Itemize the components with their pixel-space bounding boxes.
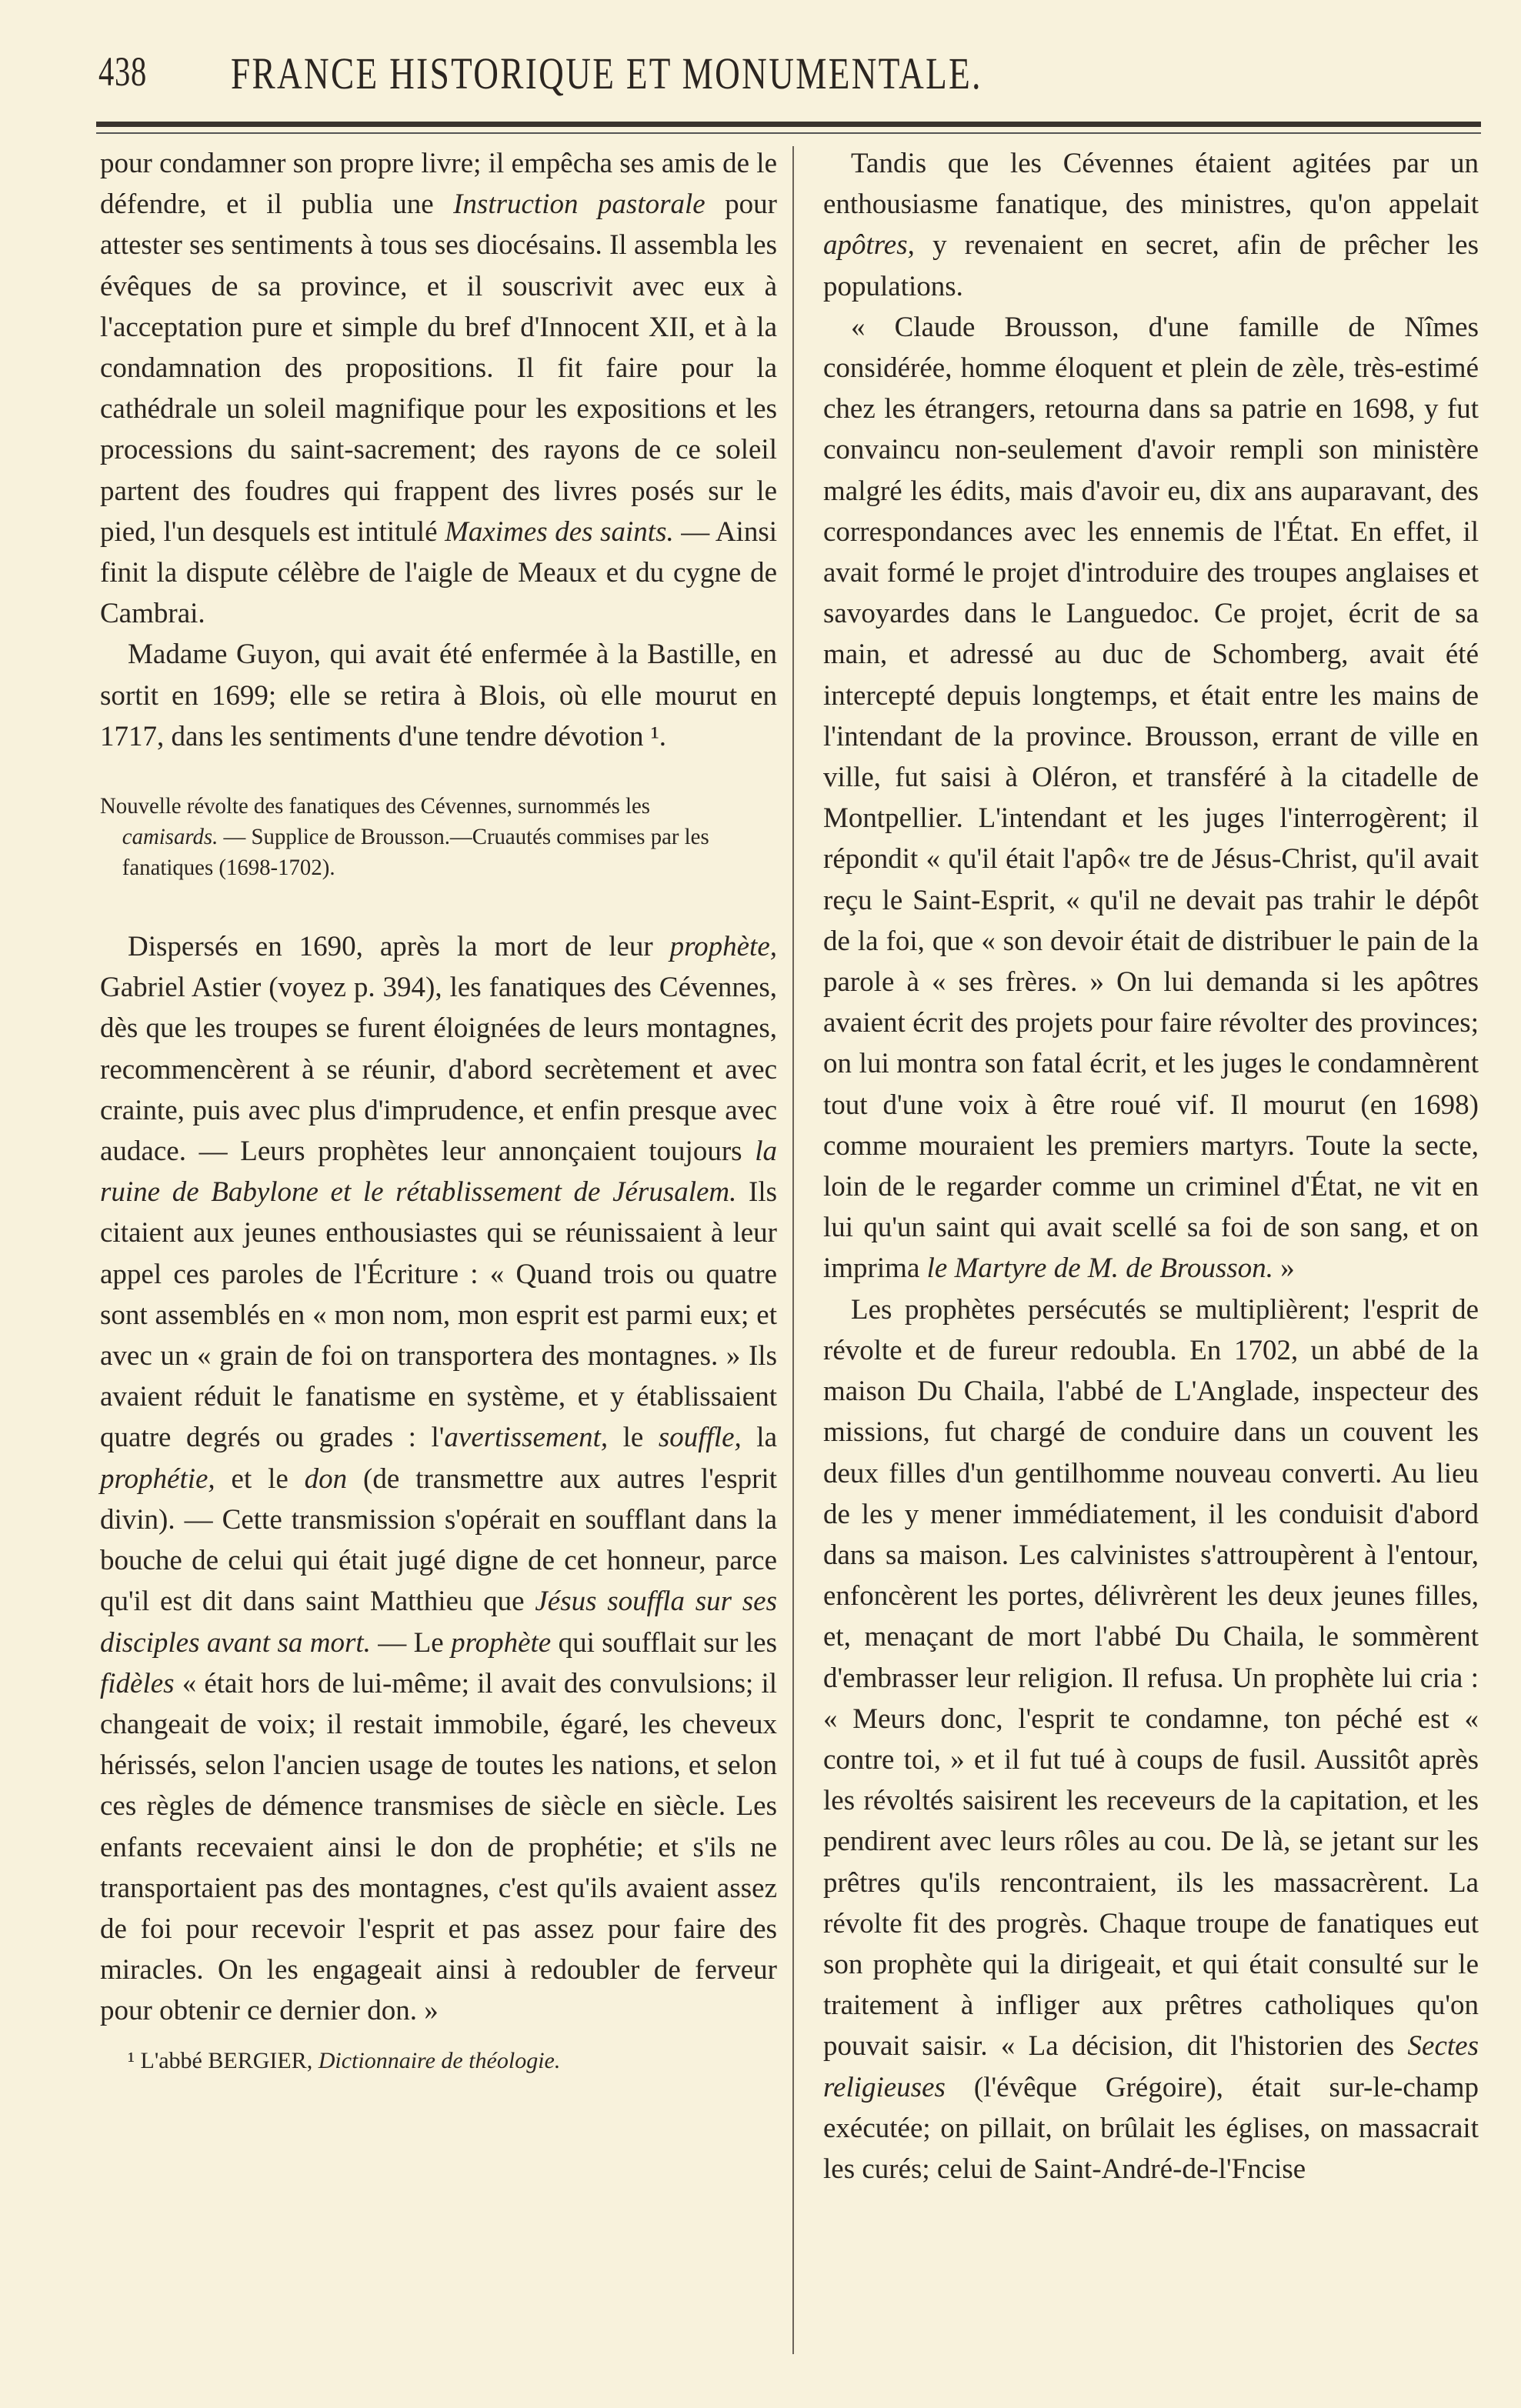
text-run: Nouvelle révolte des fanatiques des Cévennes, surnommés les <box>100 793 651 819</box>
text-run: Dispersés en 1690, après la mort de leur <box>128 931 670 963</box>
text-run: » <box>1273 1252 1295 1285</box>
text-run: et le <box>215 1462 305 1495</box>
right-column <box>823 143 1479 2190</box>
italic-text: prophétie, <box>100 1462 215 1495</box>
italic-text: Dictionnaire de théologie. <box>318 2047 561 2073</box>
text-run: ¹ L'abbé BERGIER, <box>128 2047 319 2073</box>
italic-text: Jésus souffla sur ses disciples avant sa mort. <box>100 1586 777 1659</box>
text-run: Tandis que les Cévennes étaient agitées par un enthousiasme fanatique, des ministres, qu'on appelait <box>823 148 1479 221</box>
column-divider <box>792 146 794 2354</box>
text-run: y revenaient en secret, afin de prêcher les populations. <box>823 229 1479 302</box>
running-title: FRANCE HISTORIQUE ET MONUMENTALE. <box>231 48 982 98</box>
header-rule-thin <box>96 132 1481 134</box>
text-run: (l'évêque Grégoire), était sur-le-champ exécutée; on pillait, on brûlait les églises, on massacrait les curés; celui de Saint-André-de-l'Fncise <box>823 2071 1479 2185</box>
footnote <box>100 2046 777 2076</box>
text-run: Les prophètes persécutés se multiplièrent; l'esprit de révolte et de fureur redoubla. En 1702, un abbé de la maison Du Chaila, l'abbé de L'Anglade, inspecteur des missions, fut chargé de conduire dans un couvent les deux filles d'un gentilhomme nouveau converti. Au lieu de les y mener immédiatement, il les conduisit d'abord dans sa maison. Les calvinistes s'attroupèrent à l'entour, enfoncèrent les portes, délivrèrent les deux jeunes filles, et, menaçant de mort l'abbé Du Chaila, le sommèrent d'embrasser leur religion. Il refusa. Un prophète lui cria : « Meurs donc, l'esprit te condamne, ton péché est « contre toi, » et il fut tué à coups de fusil. Aussitôt après les révoltés saisirent les receveurs de la capitation, et les pendirent avec leurs rôles au cou. De là, se jetant sur les prêtres qu'ils rencontraient, ils les massacrèrent. La révolte fit des progrès. Chaque troupe de fanatiques eut son prophète qui la dirigeait, et qui était consulté sur le traitement à infliger aux prêtres catholiques qu'on pouvait saisir. « La décision, dit l'historien des <box>823 1293 1479 2063</box>
text-run: Gabriel Astier (voyez p. 394), les fanatiques des Cévennes, dès que les troupes se furent éloignées de leurs montagnes, recommencèrent à se réunir, d'abord secrètement et avec crainte, puis avec plus d'imprudence, et enfin presque avec audace. — Leurs prophètes leur annonçaient toujours <box>100 972 777 1168</box>
text-run: — Ainsi finit la dispute célèbre de l'aigle de Meaux et du cygne de Cambrai. <box>100 515 778 630</box>
section-heading <box>100 791 750 883</box>
italic-text: prophète, <box>669 931 777 963</box>
italic-text: don <box>304 1462 348 1495</box>
text-run: — Supplice de Brousson.—Cruautés commises par les fanatiques (1698-1702). <box>122 824 709 881</box>
italic-text: le Martyre de M. de Brousson. <box>926 1252 1274 1285</box>
paragraph <box>100 143 777 634</box>
italic-text: Sectes religieuses <box>823 2030 1479 2103</box>
header-rule-thick <box>96 122 1481 127</box>
italic-text: Instruction pastorale <box>453 188 705 221</box>
text-run: « Claude Brousson, d'une famille de Nîmes considérée, homme éloquent et plein de zèle, très-estimé chez les étrangers, retourna dans sa patrie en 1698, y fut convaincu non-seulement d'avoir rempli son ministère malgré les édits, mais d'avoir eu, dix ans auparavant, des correspondances avec les ennemis de l'État. En effet, il avait formé le projet d'introduire des troupes anglaises et savoyardes dans le Languedoc. Ce projet, écrit de sa main, et adressé au duc de Schomberg, avait été intercepté depuis longtemps, et était entre les mains de l'intendant de la province. Brousson, errant de ville en ville, fut saisi à Oléron, et transféré à la citadelle de Montpellier. L'intendant et les juges l'interrogèrent; il répondit « qu'il était l'apô« tre de Jésus-Christ, qu'il avait reçu le Saint-Esprit, « qu'il ne devait pas trahir le dépôt de la foi, que « son devoir était de distribuer le pain de la parole à « ses frères. » On lui demanda si les apôtres avaient écrit des projets pour faire révolter des provinces; on lui montra son fatal écrit, et les juges le condamnèrent tout d'une voix à être roué vif. Il mourut (en 1698) comme mouraient les premiers martyrs. Toute la secte, loin de le regarder comme un criminel d'État, ne vit en lui qu'un saint qui avait scellé sa foi de son sang, et on imprima <box>823 311 1479 1285</box>
text-run: Madame Guyon, qui avait été enfermée à la Bastille, en sortit en 1699; elle se retira à Blois, où elle mourut en 1717, dans les sentiments d'une tendre dévotion ¹. <box>100 639 777 752</box>
text-run: — Le <box>370 1626 452 1659</box>
text-run: pour condamner son propre livre; il empêcha ses amis de le défendre, et il publia une <box>100 148 777 221</box>
text-run: pour attester ses sentiments à tous ses diocésains. Il assembla les évêques de sa province, et il souscrivit avec eux à l'acceptation pure et simple du bref d'Innocent XII, et à la condamnation des propositions. Il fit faire pour la cathédrale un soleil magnifique pour les expositions et les processions du saint-sacrement; des rayons de ce soleil partent des foudres qui frappent des livres posés sur le pied, l'un desquels est intitulé <box>100 188 777 548</box>
paragraph <box>823 307 1479 1289</box>
italic-text: apôtres, <box>823 229 915 262</box>
italic-text: Maximes des saints. <box>445 515 674 548</box>
italic-text: prophète <box>451 1626 552 1659</box>
left-column <box>100 143 777 2076</box>
paragraph <box>823 1289 1479 2190</box>
paragraph <box>100 634 777 757</box>
text-run: « était hors de lui-même; il avait des convulsions; il changeait de voix; il restait immobile, égaré, les cheveux hérissés, selon l'ancien usage de toutes les nations, et selon ces règles de démence transmises de siècle en siècle. Les enfants recevaient ainsi le don de prophétie; et s'ils ne transportaient pas des montagnes, c'est qu'ils avaient assez de foi pour recevoir l'esprit et pas assez pour faire des miracles. On les engageait ainsi à redoubler de ferveur pour obtenir ce dernier don. » <box>100 1667 777 2027</box>
italic-text: fidèles <box>100 1667 175 1699</box>
italic-text: la ruine de Babylone et le rétablissement de Jérusalem. <box>100 1136 777 1209</box>
page-number: 438 <box>98 48 147 95</box>
text-run: qui soufflait sur les <box>551 1626 777 1659</box>
italic-text: souffle, <box>658 1422 742 1454</box>
paragraph <box>823 143 1479 307</box>
paragraph <box>100 926 777 2031</box>
text-run: (de transmettre aux autres l'esprit divin). — Cette transmission s'opérait en soufflant dans la bouche de celui qui était jugé digne de cet honneur, parce qu'il est dit dans saint Matthieu que <box>100 1462 778 1618</box>
italic-text: avertissement, <box>444 1422 609 1454</box>
text-run: le <box>608 1422 659 1454</box>
text-run: la <box>741 1422 778 1454</box>
italic-text: camisards. <box>122 824 218 850</box>
text-run: Ils citaient aux jeunes enthousiastes qui se réunissaient à leur appel ces paroles de l'Écriture : « Quand trois ou quatre sont assemblés en « mon nom, mon esprit est parmi eux; et avec un « grain de foi on transportera des montagnes. » Ils avaient réduit le fanatisme en système, et y établissaient quatre degrés ou grades : l' <box>100 1176 778 1454</box>
